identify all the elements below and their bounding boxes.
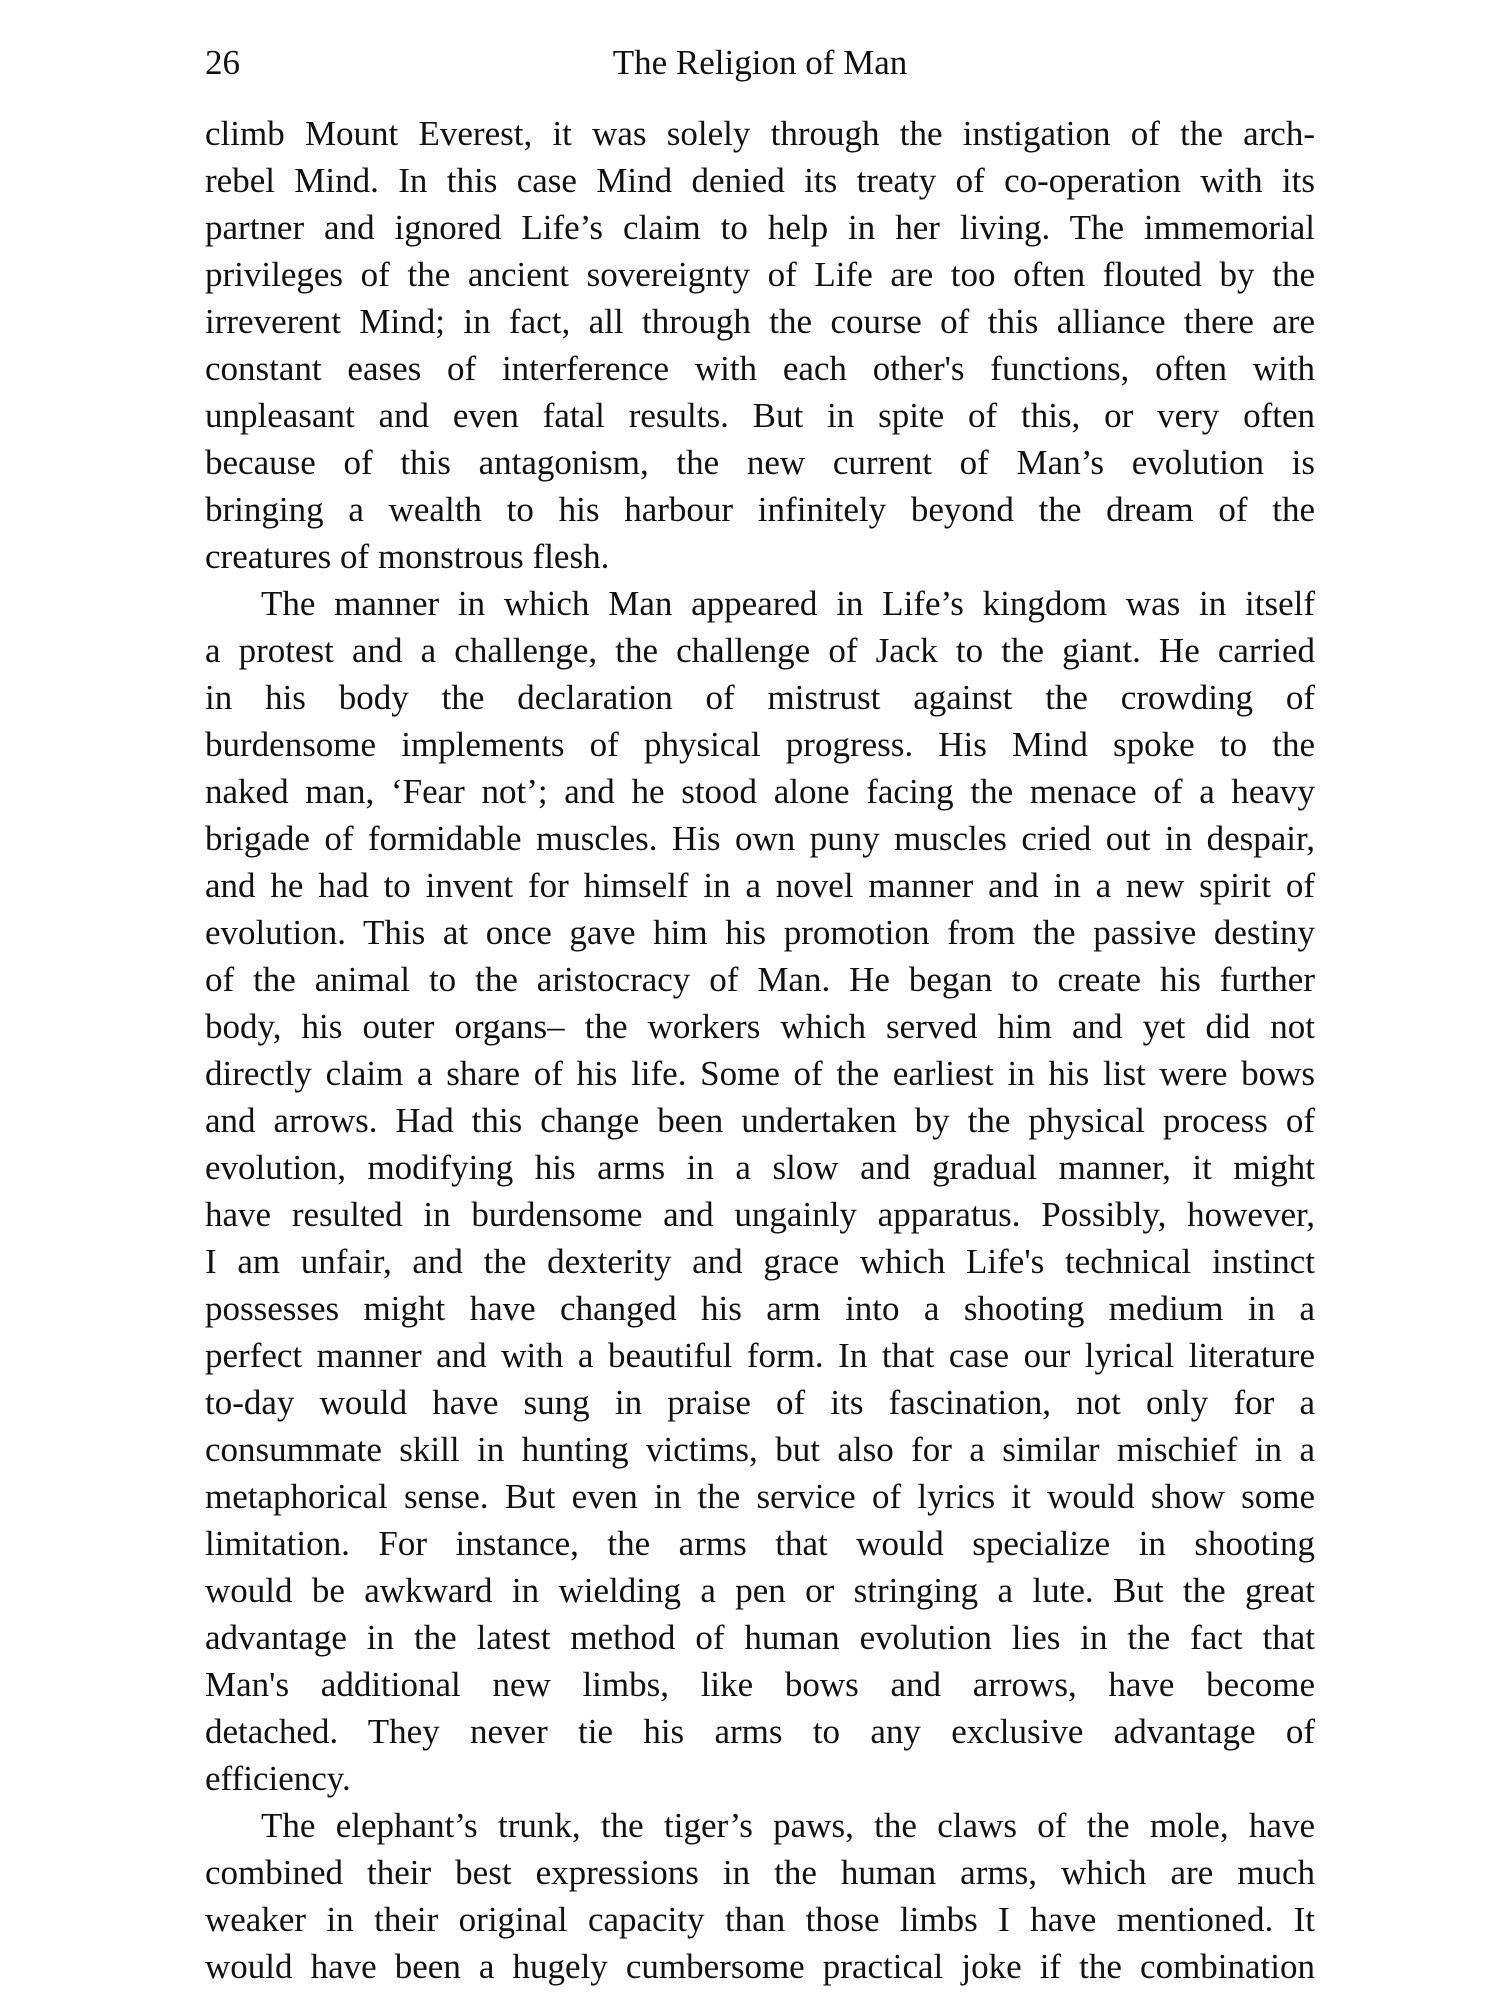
text-line: detached. They never tie his arms to any exclusive advantage of: [205, 1712, 1315, 1751]
text-line: unpleasant and even fatal results. But in spite of this, or very often: [205, 396, 1315, 435]
text-line: bringing a wealth to his harbour infinitely beyond the dream of the: [205, 490, 1315, 529]
text-line: constant eases of interference with each other's functions, often with: [205, 349, 1315, 388]
text-line: would have been a hugely cumbersome practical joke if the combination: [205, 1947, 1315, 1986]
text-line: climb Mount Everest, it was solely through the instigation of the arch-: [205, 114, 1315, 153]
text-line: directly claim a share of his life. Some of the earliest in his list were bows: [205, 1054, 1315, 1093]
text-line: possesses might have changed his arm into a shooting medium in a: [205, 1289, 1315, 1328]
text-line: because of this antagonism, the new current of Man’s evolution is: [205, 443, 1315, 482]
text-line: rebel Mind. In this case Mind denied its treaty of co-operation with its: [205, 161, 1315, 200]
paragraph: [205, 580, 1315, 1802]
page-number: 26: [205, 43, 240, 82]
text-line: evolution, modifying his arms in a slow and gradual manner, it might: [205, 1148, 1315, 1187]
text-line: body, his outer organs– the workers which served him and yet did not: [205, 1007, 1315, 1046]
paragraph: [205, 110, 1315, 580]
body-text: [205, 110, 1315, 1990]
text-line: I am unfair, and the dexterity and grace which Life's technical instinct: [205, 1242, 1315, 1281]
text-line: combined their best expressions in the human arms, which are much: [205, 1853, 1315, 1892]
text-line: limitation. For instance, the arms that would specialize in shooting: [205, 1524, 1315, 1563]
text-line: Man's additional new limbs, like bows and arrows, have become: [205, 1665, 1315, 1704]
text-line: would be awkward in wielding a pen or stringing a lute. But the great: [205, 1571, 1315, 1610]
paragraph: [205, 1802, 1315, 1990]
text-line: creatures of monstrous flesh.: [205, 537, 610, 576]
running-head: [205, 38, 1315, 88]
text-line: of the animal to the aristocracy of Man. He began to create his further: [205, 960, 1315, 999]
text-line: perfect manner and with a beautiful form. In that case our lyrical literature: [205, 1336, 1315, 1375]
text-line: to-day would have sung in praise of its fascination, not only for a: [205, 1383, 1315, 1422]
text-line: burdensome implements of physical progress. His Mind spoke to the: [205, 725, 1315, 764]
text-line: have resulted in burdensome and ungainly apparatus. Possibly, however,: [205, 1195, 1315, 1234]
text-line: and arrows. Had this change been undertaken by the physical process of: [205, 1101, 1315, 1140]
text-line: evolution. This at once gave him his promotion from the passive destiny: [205, 913, 1315, 952]
text-line: metaphorical sense. But even in the service of lyrics it would show some: [205, 1477, 1315, 1516]
text-line: The elephant’s trunk, the tiger’s paws, the claws of the mole, have: [261, 1806, 1315, 1845]
text-line: advantage in the latest method of human evolution lies in the fact that: [205, 1618, 1315, 1657]
text-line: in his body the declaration of mistrust against the crowding of: [205, 678, 1315, 717]
text-line: efficiency.: [205, 1759, 351, 1798]
text-line: privileges of the ancient sovereignty of Life are too often flouted by the: [205, 255, 1315, 294]
text-line: partner and ignored Life’s claim to help in her living. The immemorial: [205, 208, 1315, 247]
text-line: brigade of formidable muscles. His own puny muscles cried out in despair,: [205, 819, 1315, 858]
text-line: a protest and a challenge, the challenge of Jack to the giant. He carried: [205, 631, 1315, 670]
text-line: weaker in their original capacity than those limbs I have mentioned. It: [205, 1900, 1315, 1939]
running-title: The Religion of Man: [612, 43, 908, 82]
text-line: irreverent Mind; in fact, all through the course of this alliance there are: [205, 302, 1315, 341]
text-line: and he had to invent for himself in a novel manner and in a new spirit of: [205, 866, 1315, 905]
text-line: consummate skill in hunting victims, but also for a similar mischief in a: [205, 1430, 1315, 1469]
text-line: naked man, ‘Fear not’; and he stood alone facing the menace of a heavy: [205, 772, 1315, 811]
text-line: The manner in which Man appeared in Life’s kingdom was in itself: [261, 584, 1315, 623]
